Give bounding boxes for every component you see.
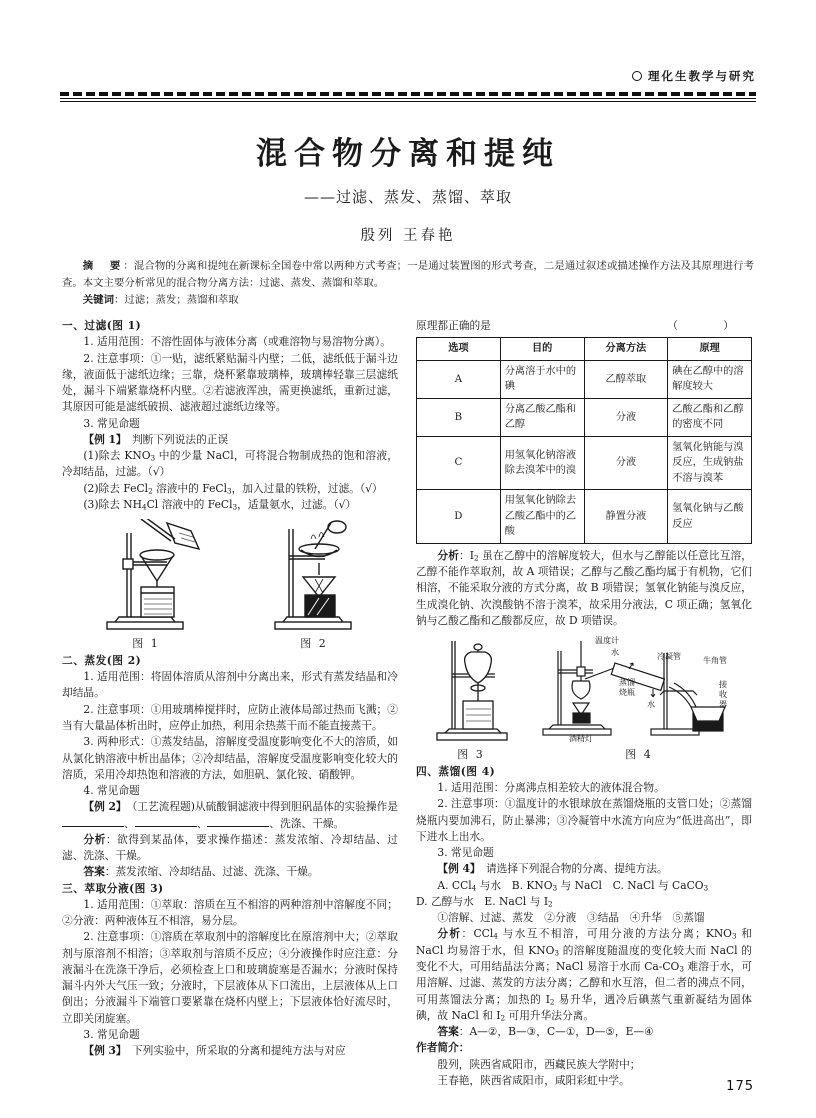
label-receiver-3: 器 (719, 700, 727, 710)
example-2-blank-2[interactable] (135, 826, 197, 827)
header-rule-dashed (60, 92, 756, 96)
example-2-blank-1[interactable] (62, 826, 124, 827)
cell-method: 乙醇萃取 (584, 360, 668, 398)
example-2-analysis-text: ：欲得到某晶体，要求操作描述：蒸发浓缩、冷却结晶、过滤、洗涤、干燥。 (62, 832, 398, 863)
example-3-label: 【例 3】 (83, 1044, 122, 1058)
filtration-apparatus-diagram (71, 519, 221, 634)
abstract-label: 摘 要 (82, 260, 124, 272)
section-1-heading: 一、过滤(图 1) (62, 319, 142, 332)
example-4-label: 【例 4】 (437, 862, 476, 876)
ex4-an-s1: 4 (493, 932, 498, 942)
abstract-text: ：混合物的分离和提纯在新课标全国卷中常以两种方式考查；一是通过装置图的形式考查，二是通过叙述或描述操作方法及其原理进行考查。本文主要分析常见的混合物分离方法：过滤、蒸发、蒸馏和萃取。 (62, 260, 755, 289)
table-row (417, 360, 752, 398)
label-condenser: 冷凝管 (657, 652, 681, 662)
question-answer-paren: （ ） (667, 319, 742, 332)
example-2-text: （工艺流程题)从硫酸铜滤液中得到胆矾晶体的实验操作是 (121, 800, 398, 814)
ex1-i3-b: Cl 溶液中的 FeCl (146, 497, 233, 511)
table-row (417, 398, 752, 436)
left-column (62, 318, 398, 1060)
table-analysis-sub: 2 (474, 553, 479, 563)
abstract-paragraph (62, 258, 754, 292)
section-2-forms: 3. 两种形式：①蒸发结晶，溶解度受温度影响变化不大的溶质，如从氯化钠溶液中析出晶体；②冷却结晶，溶解度受温度影响变化较大的溶质，采用冷却热饱和溶液的方法，如胆矾、氯化铵、硝酸钾。 (62, 735, 398, 781)
th-option: 选项 (417, 338, 501, 361)
ex4-o1s3: 3 (703, 883, 709, 893)
section-2-questions: 4. 常见命题 (83, 784, 140, 798)
section-4-questions: 3. 常见命题 (437, 846, 494, 860)
example-4 (416, 861, 752, 877)
example-4-options-line-2 (416, 894, 752, 910)
ex4-o2a: D. 乙醇与水 E. NaCl 与 I (416, 894, 549, 908)
ex1-i1-sub: 3 (150, 453, 156, 463)
figure-1-caption: 图 1 (132, 637, 160, 651)
figure-3-caption: 图 3 (457, 748, 485, 762)
table-row (417, 490, 752, 544)
section-3-scope: 1. 适用范围：①萃取：溶质在互不相溶的两种溶剂中溶解度不同；②分液：两种液体互不相溶，易分层。 (62, 897, 398, 928)
example-2-analysis-label: 分析 (83, 832, 106, 846)
example-2-blank-3[interactable] (207, 826, 269, 827)
example-1-text: 判断下列说法的正误 (121, 432, 229, 446)
label-horn-tube: 牛角管 (703, 656, 727, 666)
example-2-tail: 、洗涤、干燥。 (269, 816, 345, 830)
ex1-i2-c: ，加入过量的铁粉，过滤。（√） (231, 481, 383, 495)
label-flask-2: 烧瓶 (619, 688, 635, 698)
table-analysis-label: 分析 (437, 548, 459, 562)
th-principle: 原理 (668, 338, 752, 361)
example-4-answer-text: ：A—②，B—③，C—①，D—⑤，E—④ (458, 1025, 654, 1039)
right-column (416, 318, 752, 1089)
article-subtitle: ——过滤、蒸发、蒸馏、萃取 (303, 188, 512, 206)
figure-4 (533, 633, 745, 764)
cell-goal: 分离乙酸乙酯和乙醇 (500, 398, 584, 436)
ex4-an-s6: 2 (500, 1013, 506, 1023)
cell-goal: 用氢氧化钠溶液除去溴苯中的溴 (500, 436, 584, 490)
section-4-heading: 四、蒸馏(图 4) (416, 764, 496, 778)
question-stem: 原理都正确的是 (416, 319, 491, 332)
figure-3 (423, 633, 519, 764)
cell-option: A (417, 360, 501, 398)
author-bio-heading: 作者简介： (416, 1041, 470, 1055)
example-4-text: 请选择下列混合物的分离、提纯方法。 (475, 862, 668, 876)
ex1-i2-sub2: 3 (226, 486, 232, 496)
ex1-i2-a: (2)除去 FeCl (83, 481, 149, 495)
cell-principle: 乙酸乙酯和乙醇的密度不同 (668, 398, 752, 436)
example-3-text: 下列实验中，所采取的分离和提纯方法与对应 (121, 1044, 346, 1058)
journal-name: 理化生教学与研究 (648, 69, 756, 83)
label-receiver-2: 收 (719, 690, 727, 700)
cell-option: C (417, 436, 501, 490)
ex4-an-s2: 3 (731, 932, 737, 942)
example-4-methods: ①溶解、过滤、蒸发 ②分液 ③结晶 ④升华 ⑤蒸馏 (437, 911, 705, 925)
section-1-scope: 1. 适用范围：不溶性固体与液体分离（或难溶物与易溶物分离）。 (83, 335, 391, 349)
ex4-o1c: 与 NaCl C. NaCl 与 CaCO (557, 878, 704, 892)
th-goal: 目的 (500, 338, 584, 361)
example-1-item-1 (62, 448, 398, 481)
ex4-an-f: 易升华，遇冷后碘蒸气重新凝结为固体碘，故 NaCl 和 I (416, 992, 752, 1022)
ex1-i3-sub2: 3 (232, 502, 238, 512)
cell-option: D (417, 490, 501, 544)
ex1-i3-a: (3)除去 NH (83, 497, 142, 511)
table-header-row (417, 338, 752, 361)
ex4-an-e: 难溶于水，可用溶解、过滤、蒸发的方法分离；乙醇和水互溶，但二者的沸点不同，可用蒸馏法分离；加热的 I (416, 960, 753, 1006)
page-number: 175 (726, 1079, 754, 1094)
cell-principle: 氢氧化钠与乙酸反应 (668, 490, 752, 544)
figure-2 (239, 519, 389, 653)
distillation-apparatus-diagram (533, 633, 745, 745)
cell-option: B (417, 398, 501, 436)
ex4-o1s2: 3 (552, 883, 558, 893)
section-4-notes: 2. 注意事项：①温度计的水银球放在蒸馏烧瓶的支管口处；②蒸馏烧瓶内要加沸石，防止暴沸；③冷凝管中水流方向应为“低进高出”，即下进水上出水。 (416, 797, 752, 843)
ex4-an-s5: 2 (549, 997, 555, 1007)
article-authors: 殷列 王春艳 (360, 228, 456, 244)
section-3-notes: 2. 注意事项：①溶质在萃取剂中的溶解度比在原溶剂中大；②萃取剂与原溶剂不相溶；③萃取剂与溶质不反应；④分液操作时应注意：分液漏斗在洗涤干净后，必须检查上口和玻璃旋塞是否漏水；分液时保持漏斗内外大气压一致；分液时，下层液体从下口流出，上层液体从上口倒出；分液漏斗下端管口要紧靠在烧杯内壁上；下层液体恰好流尽时，立即关闭旋塞。 (62, 930, 398, 1025)
cell-goal: 分离溶于水中的碘 (500, 360, 584, 398)
figure-2-caption: 图 2 (300, 637, 328, 651)
running-head (60, 68, 756, 90)
ex1-i3-sub1: 4 (141, 502, 147, 512)
ex1-i3-c: ，适量氨水，过滤。（√） (237, 497, 357, 511)
cell-method: 分液 (584, 436, 668, 490)
label-thermometer: 温度计 (595, 636, 619, 646)
ex4-an-c: 和 NaCl 均易溶于水，但 KNO (416, 927, 752, 957)
table-analysis-b: 虽在乙醇中的溶解度较大，但水与乙醇能以任意比互溶，乙醇不能作萃取剂，故 A 项错误；乙醇与乙酸乙酯均属于有机物，它们相溶，不能采取分液的方式分离，故 B 项错误；氢氧化钠能与溴反应，生成溴化钠、次溴酸钠不溶于溴苯，故采用分液法，C 项正确；氢氧化钠与乙酸乙酯和乙酸都反应，故 D 项错误。 (416, 548, 752, 627)
label-receiver-1: 接 (719, 680, 727, 690)
example-2-answer-text: ：蒸发浓缩、冷却结晶、过滤、洗涤、干燥。 (104, 865, 319, 879)
ex4-o1a: A. CCl (437, 878, 472, 892)
ex4-an-b: 与水互不相溶，可用分液的方法分离；KNO (497, 927, 732, 941)
ex4-o1b: 与水 B. KNO (476, 878, 553, 892)
example-3 (62, 1043, 398, 1059)
cell-method: 分液 (584, 398, 668, 436)
keywords-paragraph (62, 292, 754, 309)
label-water-bottom: 水 (647, 700, 655, 710)
figure-1 (71, 519, 221, 653)
ex4-an-d: 的溶解度随温度的变化较大而 NaCl 的变化不大，可用结晶法分离；NaCl 易溶于水而 Ca-CO (416, 943, 752, 973)
cell-method: 静置分液 (584, 490, 668, 544)
table-row (417, 436, 752, 490)
example-1-item-3 (62, 497, 398, 513)
ex1-i1-a: (1)除去 KNO (83, 449, 151, 463)
option-table-wrapper (416, 337, 752, 544)
example-2: 【例 2】 （工艺流程题)从硫酸铜滤液中得到胆矾晶体的实验操作是、 、 、洗涤、干燥。 (62, 799, 398, 832)
section-4-scope: 1. 适用范围：分离沸点相差较大的液体混合物。 (437, 781, 665, 795)
evaporation-apparatus-diagram (239, 519, 389, 634)
ex1-i1-b: 中的少量 NaCl，可将混合物制成热的饱和溶液，冷却结晶，过滤。（√） (62, 449, 398, 479)
section-2-notes: 2. 注意事项：①用玻璃棒搅拌时，应防止液体局部过热而飞溅；②当有大量晶体析出时，应停止加热，利用余热蒸干而不能直接蒸干。 (62, 702, 398, 732)
keywords-label: 关键词 (82, 293, 114, 306)
author-bio-line-2: 王春艳，陕西省咸阳市，咸阳彩虹中学。 (437, 1073, 630, 1087)
header-rule-thin-1 (60, 98, 756, 99)
ex4-o1s1: 4 (471, 883, 477, 893)
abstract-block (62, 258, 754, 309)
section-1-questions: 3. 常见命题 (83, 416, 140, 430)
figure-row-1-2 (62, 519, 398, 653)
example-4-answer-label: 答案 (437, 1025, 459, 1039)
ex4-an-a: ：CCl (461, 927, 494, 941)
example-1-item-2 (62, 481, 398, 497)
cell-goal: 用氢氧化钠除去乙酸乙酯中的乙酸 (500, 490, 584, 544)
label-flask-1: 蒸馏 (619, 678, 635, 688)
header-rule-thin-2 (60, 101, 756, 102)
section-1-notes: 2. 注意事项：①一贴，滤纸紧贴漏斗内壁；二低，滤纸低于漏斗边缘，液面低于滤纸边缘；三靠，烧杯紧靠玻璃棒，玻璃棒轻靠三层滤纸处，漏斗下端紧靠烧杯内壁。②若滤液浑浊，需更换滤纸，重新过滤，其原因可能是滤纸破损、滤液超过滤纸边缘等。 (62, 351, 398, 414)
section-2-heading: 二、蒸发(图 2) (62, 653, 142, 667)
table-analysis (416, 548, 752, 629)
cell-principle: 碘在乙醇中的溶解度较大 (668, 360, 752, 398)
question-stem-line (416, 318, 752, 334)
section-3-heading: 三、萃取分液(图 3) (62, 881, 164, 895)
example-1 (62, 432, 398, 448)
author-bio-line-1: 殷列，陕西省咸阳市，西藏民族大学附中； (437, 1057, 641, 1071)
label-burner: 酒精灯 (569, 734, 593, 744)
option-table (416, 337, 752, 544)
article-title: 混合物分离和提纯 (256, 136, 560, 172)
ex4-an-s4: 3 (679, 964, 684, 974)
ex1-i2-b: 溶液中的 FeCl (152, 481, 227, 495)
example-2-label: 【例 2】 (83, 800, 122, 814)
ex4-an-g: 可用升华法分离。 (505, 1008, 595, 1022)
example-1-label: 【例 1】 (83, 432, 122, 446)
ex1-i2-sub1: 2 (148, 486, 153, 496)
figure-row-3-4 (416, 633, 752, 764)
keywords-text: ：过滤；蒸发；蒸馏和萃取 (113, 293, 239, 306)
circle-icon (632, 71, 642, 81)
ex4-o2s: 2 (548, 899, 553, 909)
cell-principle: 氢氧化钠能与溴反应，生成钠盐不溶与溴苯 (668, 436, 752, 490)
figure-4-caption: 图 4 (625, 748, 653, 762)
example-2-answer (62, 864, 398, 880)
example-2-analysis (62, 832, 398, 865)
example-4-options-line-1 (416, 878, 752, 894)
example-4-answer (416, 1024, 752, 1040)
label-water-top: 水 (611, 648, 619, 658)
header-rule (60, 92, 756, 102)
separating-funnel-diagram (423, 633, 519, 745)
example-2-answer-label: 答案 (83, 865, 105, 879)
th-method: 分离方法 (584, 338, 668, 361)
section-2-scope: 1. 适用范围：将固体溶质从溶剂中分离出来，形式有蒸发结晶和冷却结晶。 (62, 670, 398, 700)
example-4-analysis-label: 分析 (437, 927, 462, 941)
running-head-right (632, 68, 756, 84)
example-4-analysis (416, 926, 752, 1024)
table-analysis-a: ：I (459, 548, 475, 562)
ex4-an-s3: 3 (554, 948, 559, 958)
section-3-questions: 3. 常见命题 (83, 1028, 140, 1042)
